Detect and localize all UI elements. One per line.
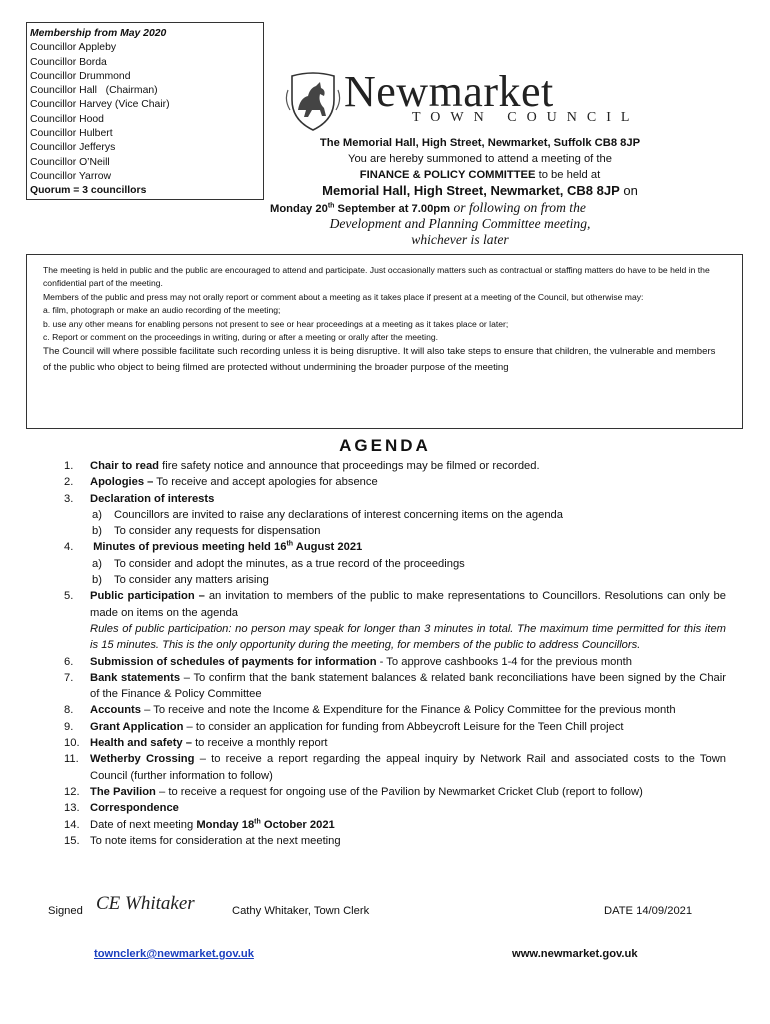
member-item: Councillor Harvey (Vice Chair) (30, 99, 170, 111)
follow-on-1: or following on from the (450, 200, 586, 215)
membership-title: Membership from May 2020 (30, 28, 167, 39)
agenda-item: 3. Declaration of interests (64, 492, 215, 505)
member-item: Councillor Hood (30, 113, 104, 125)
agenda-item: 14. Date of next meeting Monday 18th October 2021 (64, 817, 335, 831)
venue-suffix: on (619, 183, 638, 198)
committee-suffix: to be held at (535, 169, 601, 181)
agenda-item: 12. The Pavilion – to receive a request for ongoing use of the Pavilion by Newmarket Cricket Club (report to follow) (64, 785, 643, 798)
agenda-list (64, 458, 726, 849)
notice-paragraph: The Council will where possible facilitate such recording unless it is being disruptive. It will also take steps to ensure that children, the vulnerable and members of the public who object to being filmed are protected without undermining the broader purpose of the meeting (43, 346, 716, 373)
meeting-address: The Memorial Hall, High Street, Newmarket, Suffolk CB8 8JP (319, 137, 641, 149)
agenda-item: 5. Public participation – an invitation to members of the public to make representations to Councillors. Resolutions can only be made on items on the agenda (64, 590, 727, 619)
member-item: Councillor Borda (30, 56, 107, 68)
agenda-item: 9. Grant Application – to consider an application for funding from Abbeycroft Leisure for the Teen Chill project (64, 720, 624, 733)
notice-paragraph: Members of the public and press may not orally report or comment about a meeting as it takes place if present at a meeting of the Council, but otherwise may: (43, 291, 644, 302)
member-item: Councillor Jefferys (30, 142, 116, 154)
member-item: Councillor Appleby (30, 42, 117, 54)
logo-wordmark: Newmarket (344, 67, 554, 116)
venue: Memorial Hall, High Street, Newmarket, CB8 8JP (322, 183, 620, 198)
horse-crest-icon (284, 70, 342, 132)
membership-box (26, 22, 264, 200)
agenda-sub-item: a) To consider and adopt the minutes, as a true record of the proceedings (92, 557, 465, 570)
summons-line: You are hereby summoned to attend a meeting of the (348, 153, 612, 165)
participation-rules: Rules of public participation: no person may speak for longer than 3 minutes in total. The maximum time permitted for this item is 15 minutes. This is the only opportunity during the meeting, for members of the public to address Councillors. (90, 622, 726, 652)
member-item: Councillor Hall (Chairman) (30, 85, 158, 97)
notice-paragraph: c. Report or comment on the proceedings in writing, during or after a meeting or orally after the meeting. (43, 332, 439, 343)
agenda-title: AGENDA (339, 436, 431, 455)
committee-name: FINANCE & POLICY COMMITTEE (359, 169, 536, 181)
email-link[interactable]: townclerk@newmarket.gov.uk (94, 948, 254, 960)
quorum: Quorum = 3 councillors (30, 185, 147, 197)
agenda-item: 4. Minutes of previous meeting held 16th August 2021 (64, 540, 363, 554)
member-item: Councillor Drummond (30, 70, 131, 82)
agenda-item: 2. Apologies – To receive and accept apologies for absence (64, 476, 378, 489)
notice-paragraph: b. use any other means for enabling persons not present to see or hear proceedings at a meeting as it takes place or later; (43, 318, 509, 329)
website: www.newmarket.gov.uk (512, 948, 638, 960)
agenda-sub-item: b) To consider any matters arising (92, 574, 269, 587)
signature: CE Whitaker (96, 893, 195, 914)
council-logo (284, 67, 694, 132)
logo-subtitle: TOWN COUNCIL (412, 110, 640, 125)
follow-on-3: whichever is later (411, 232, 509, 247)
agenda-item: 10. Health and safety – to receive a monthly report (64, 737, 328, 750)
venue-line (270, 183, 690, 198)
agenda-item: 11. Wetherby Crossing – to receive a report regarding the appeal inquiry by Network Rail and associated costs to the Town Council (further information to follow) (64, 753, 726, 782)
document-date: DATE 14/09/2021 (604, 905, 693, 917)
member-item: Councillor Hulbert (30, 128, 113, 140)
member-item: Councillor Yarrow (30, 170, 112, 182)
follow-on-2: Development and Planning Committee meeting, (329, 216, 591, 231)
agenda-item: 15. To note items for consideration at the next meeting (64, 834, 341, 847)
agenda-item: 13. Correspondence (64, 802, 179, 815)
agenda-item: 7. Bank statements – To confirm that the bank statement balances & related bank reconciliations have been signed by the Chair of the Finance & Policy Committee (64, 671, 726, 701)
meeting-date: Monday 20th September at 7.00pm (270, 202, 451, 215)
committee-line (270, 168, 690, 183)
agenda-item: 8. Accounts – To receive and note the Income & Expenditure for the Finance & Policy Committee for the previous month (64, 704, 676, 717)
public-notice-box (26, 254, 743, 429)
agenda-item: 1. Chair to read fire safety notice and announce that proceedings may be filmed or recorded. (64, 460, 540, 472)
date-line (270, 200, 670, 217)
member-item: Councillor O’Neill (30, 156, 110, 168)
notice-paragraph: a. film, photograph or make an audio recording of the meeting; (43, 305, 281, 316)
agenda-sub-item: b) To consider any requests for dispensation (92, 525, 321, 538)
signed-label: Signed (48, 905, 83, 917)
agenda-sub-item: a) Councillors are invited to raise any declarations of interest concerning items on the agenda (92, 508, 563, 521)
agenda-item: 6. Submission of schedules of payments for information - To approve cashbooks 1-4 for the previous month (64, 655, 632, 668)
clerk-name: Cathy Whitaker, Town Clerk (232, 905, 370, 917)
notice-paragraph: The meeting is held in public and the public are encouraged to attend and participate. Just occasionally matters such as contractual or staffing matters do have to be held in the confidential part of the meeting. (43, 265, 710, 289)
